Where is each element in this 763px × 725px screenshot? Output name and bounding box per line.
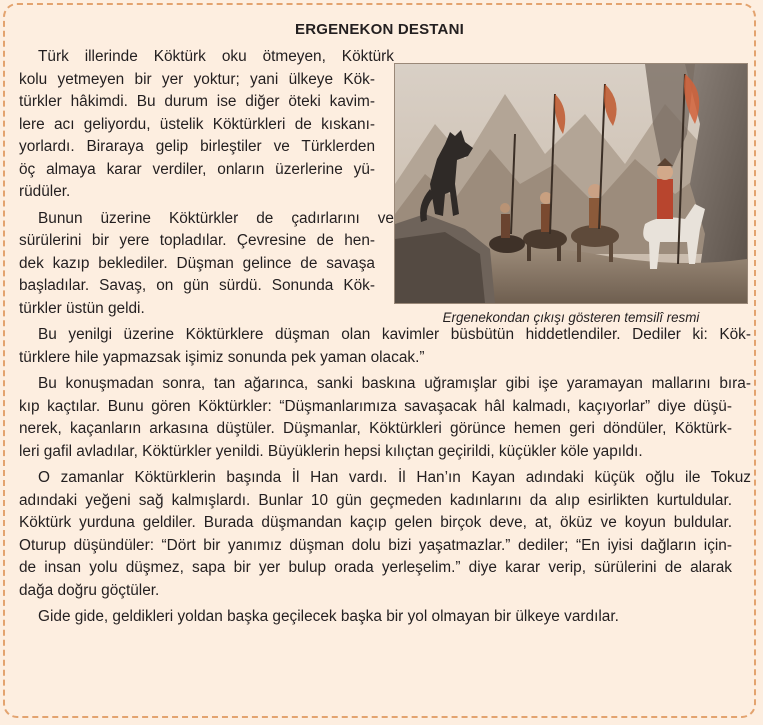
text-line: lere acı geliyordu, üstelik Köktürkleri de kıskanı- <box>19 115 375 133</box>
page-title: ERGENEKON DESTANI <box>295 21 464 38</box>
text-line: öç almaya karar verdiler, onların üzerlerine yü- <box>19 160 375 178</box>
text-line: leri gafil avladılar, Köktürkler yenildi. Büyüklerin hepsi kılıçtan geçirildi, küçükler köle yapıldı. <box>19 442 643 460</box>
text-line: adındaki yeğeni sağ kalmışlardı. Bunlar 10 gün geçmeden kadınlarını da alıp esirlikten kurtuldular. <box>19 491 732 509</box>
text-line: sürülerini bir yere topladılar. Çevresine de hen- <box>19 232 375 249</box>
paragraph <box>19 467 751 602</box>
text-line: dek kazıp beklediler. Düşman gelince de savaşa <box>19 254 375 272</box>
text-line: O zamanlar Köktürklerin başında İl Han vardı. İl Han’ın Kayan adındaki küçük oğlu ile Tokuz <box>38 469 751 486</box>
text-line: Bu yenilgi üzerine Köktürklere düşman olan kavimler büsbütün hiddetlendiler. Dediler ki: Kök- <box>38 326 751 343</box>
text-line: türklere hile yapmazsak işimiz sonunda pek yaman olacak.” <box>19 348 425 366</box>
text-line: Köktürk yurduna geldiler. Burada düşmandan kaçıp gelen birçok deve, at, öküz ve koyun buldular. <box>19 514 732 531</box>
text-line: de insan yolu düşmez, sapa bir yer bulup orada yerleşelim.” diye karar verip, sürülerini de alarak <box>19 559 732 576</box>
text-line: nerek, kaçanların arkasına düştüler. Düşmanlar, Köktürkleri görünce hemen geri döndüler, Köktürk- <box>19 420 732 437</box>
text-line: Bu konuşmadan sonra, tan ağarınca, sanki baskına uğramışlar gibi işe yaramayan mallarını bıra- <box>38 375 751 392</box>
paragraph <box>19 373 751 463</box>
text-line: rüdüler. <box>19 183 71 200</box>
text-line: yorlardı. Biraraya gelip birleştiler ve Türklerden <box>19 138 375 155</box>
text-line: kolu yetmeyen bir yer yoktur; yani ülkeye Kök- <box>19 70 375 88</box>
paragraph <box>19 324 751 369</box>
illustration-image <box>394 63 748 304</box>
text-line: Bunun üzerine Köktürkler de çadırlarını ve <box>38 209 394 227</box>
paragraph <box>19 606 751 629</box>
text-line: Oturup düşündüler: “Dört bir yanımız düşman dolu bizi yaşatmazlar.” dediler; “En iyisi dağların için- <box>19 536 732 554</box>
text-line: türkler hâkimdi. Bu durum ise diğer öteki kavim- <box>19 93 375 110</box>
ergenekon-painting <box>395 64 747 303</box>
page-frame <box>3 3 756 718</box>
text-line: başladılar. Savaş, on gün sürdü. Sonunda Kök- <box>19 277 375 294</box>
text-line: kıp kaçtılar. Bunu gören Köktürkler: “Düşmanlarımıza savaşacak hâl kalmadı, kaçıyorlar” diye düşü- <box>19 397 732 415</box>
image-caption: Ergenekondan çıkışı gösteren temsilî resmi <box>442 310 700 325</box>
text-line: dağa doğru göçtüler. <box>19 581 160 599</box>
text-line: Gide gide, geldikleri yoldan başka geçilecek başka bir yol olmayan bir ülkeye vardılar. <box>38 608 619 625</box>
text-line: türkler üstün geldi. <box>19 299 145 317</box>
text-line: Türk illerinde Köktürk oku ötmeyen, Köktürk <box>38 48 394 65</box>
